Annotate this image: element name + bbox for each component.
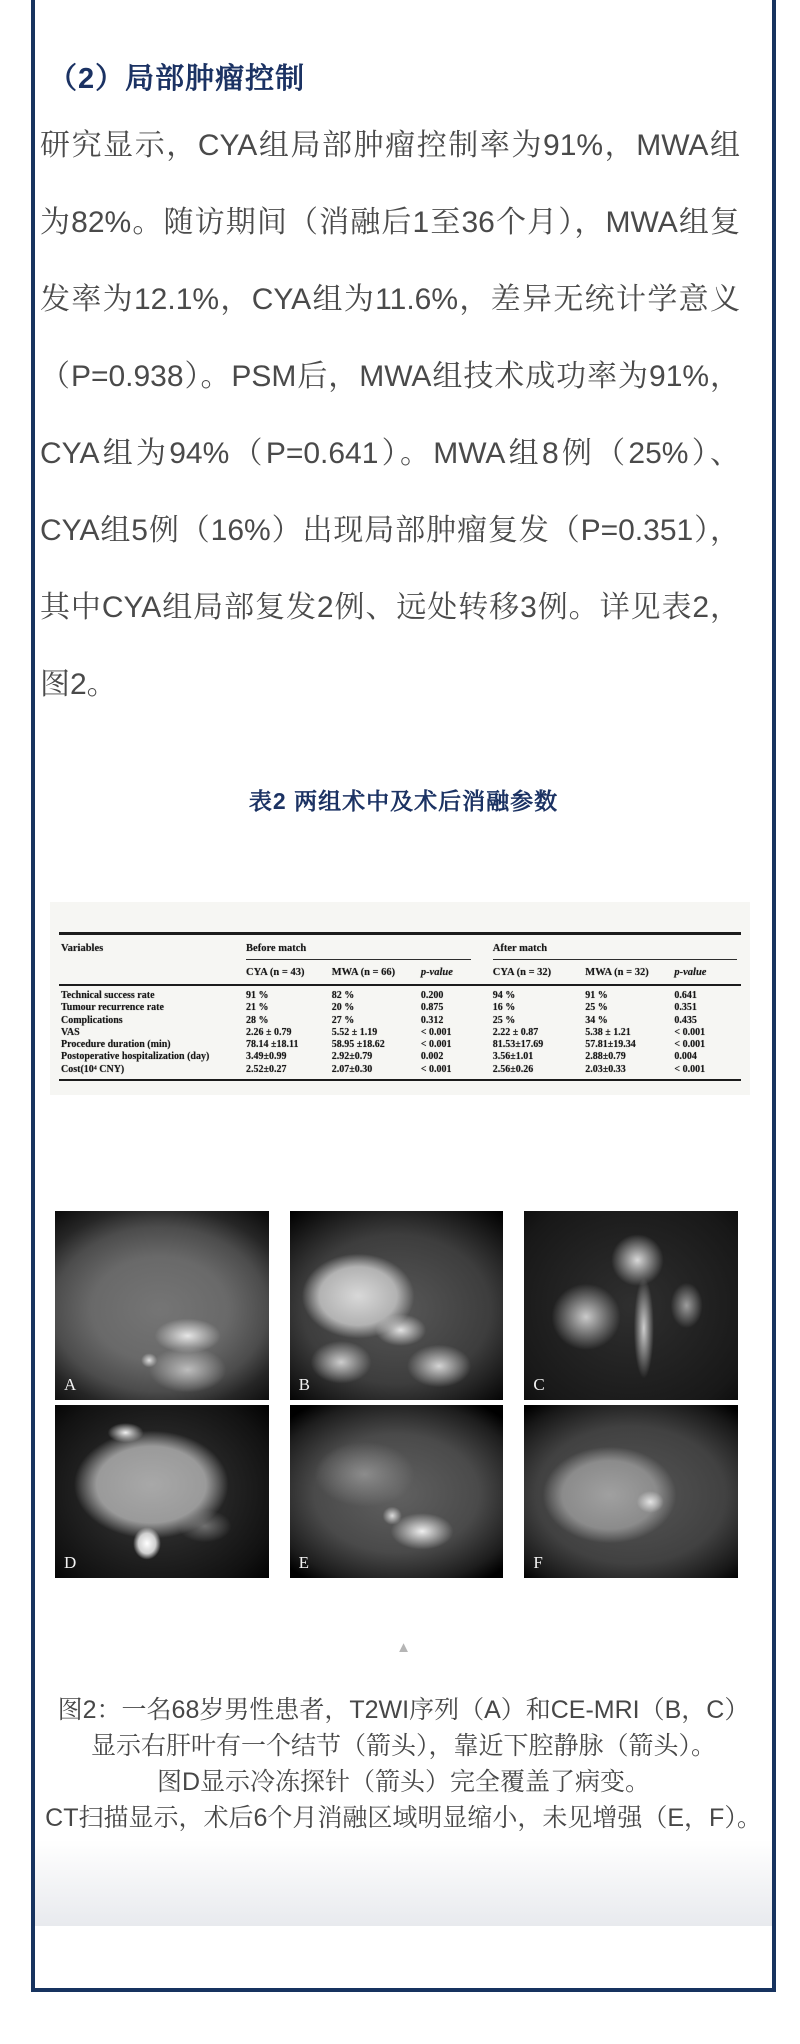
table-cell: < 0.001 xyxy=(419,1064,491,1080)
table-row xyxy=(59,1027,741,1039)
table-cell: 16 % xyxy=(492,1002,516,1014)
table-cell: 0.875 xyxy=(420,1002,444,1014)
caption-line: 图2：一名68岁男性患者，T2WI序列（A）和CE-MRI（B，C） xyxy=(57,1696,750,1725)
table-row xyxy=(59,1051,741,1063)
scan-panel-e xyxy=(290,1405,504,1578)
row-label: Postoperative hospitalization (day) xyxy=(61,1051,210,1063)
group-after-label: After match xyxy=(493,937,737,960)
table-cell: 2.22 ± 0.87 xyxy=(492,1026,539,1038)
table-cell: 0.004 xyxy=(674,1051,697,1063)
table-cell: 25 % xyxy=(492,1014,516,1026)
panel-letter: F xyxy=(533,1553,543,1573)
card-bottom-fade xyxy=(35,1840,772,1926)
group-after-match xyxy=(491,934,741,963)
row-label: VAS xyxy=(61,1026,80,1038)
table-row xyxy=(59,985,741,1002)
table-cell: 58.95 ±18.62 xyxy=(331,1039,385,1051)
panel-letter: A xyxy=(64,1375,77,1395)
table-cell: 81.53±17.69 xyxy=(492,1039,544,1051)
table-cell: < 0.001 xyxy=(672,1064,741,1080)
table-cell: 91 % xyxy=(246,990,269,1001)
table-cell: 5.38 ± 1.21 xyxy=(585,1026,631,1038)
scan-panel-a xyxy=(55,1211,269,1400)
panel-letter: D xyxy=(64,1553,77,1573)
column-header: MWA (n = 66) xyxy=(330,962,419,985)
caption-line: 图D显示冷冻探针（箭头）完全覆盖了病变。 xyxy=(156,1768,651,1797)
table-cell: 2.52±0.27 xyxy=(244,1064,330,1080)
row-label: Tumour recurrence rate xyxy=(61,1002,164,1014)
panel-letter: B xyxy=(298,1375,310,1395)
table-cell: 3.49±0.99 xyxy=(246,1051,287,1063)
scan-panel-b xyxy=(290,1211,504,1400)
variables-header: Variables xyxy=(59,934,244,986)
scan-panel-c xyxy=(524,1211,738,1400)
table-row xyxy=(59,1039,741,1051)
table-cell: 0.351 xyxy=(674,1002,697,1014)
table-cell: 0.002 xyxy=(420,1051,444,1063)
table-body xyxy=(59,985,741,1080)
divider xyxy=(35,1638,772,1658)
section-heading: （2）局部肿瘤控制 xyxy=(48,63,306,95)
figure-caption xyxy=(35,1692,772,1836)
table-cell: 91 % xyxy=(585,990,608,1001)
row-label: Technical success rate xyxy=(61,990,155,1001)
table-cell: 2.07±0.30 xyxy=(330,1064,419,1080)
table-cell: 5.52 ± 1.19 xyxy=(331,1026,378,1038)
table-cell: < 0.001 xyxy=(420,1026,452,1038)
table-cell: 25 % xyxy=(585,1002,608,1014)
table-cell: 78.14 ±18.11 xyxy=(246,1039,299,1051)
column-header: CYA (n = 32) xyxy=(491,962,584,985)
row-label: Procedure duration (min) xyxy=(61,1039,171,1051)
table-cell: 28 % xyxy=(246,1014,269,1026)
table-cell: 94 % xyxy=(492,990,516,1001)
table-cell: 0.200 xyxy=(420,990,444,1001)
group-before-label: Before match xyxy=(246,937,471,960)
column-header: p-value xyxy=(672,962,741,985)
table-cell: 0.641 xyxy=(674,990,697,1001)
table-cell: < 0.001 xyxy=(674,1026,706,1038)
table-cell: 2.03±0.33 xyxy=(583,1064,672,1080)
table-group-row xyxy=(59,934,741,963)
panel-letter: E xyxy=(298,1553,310,1573)
column-header: CYA (n = 43) xyxy=(244,962,330,985)
table-cell: 20 % xyxy=(331,1002,355,1014)
body-paragraph: 研究显示，CYA组局部肿瘤控制率为91%，MWA组为82%。随访期间（消融后1至36个月），MWA组复发率为12.1%，CYA组为11.6%，差异无统计学意义（P=0.938）。PSM后，MWA组技术成功率为91%，CYA组为94%（P=0.641）。MWA组8例（25%）、CYA组5例（16%）出现局部肿瘤复发（P=0.351），其中CYA组局部复发2例、远处转移3例。详见表2，图2。 xyxy=(40,129,740,701)
page-card-frame xyxy=(31,0,776,1992)
results-table xyxy=(59,932,741,1081)
table-cell: 82 % xyxy=(331,990,355,1001)
table-cell: 2.26 ± 0.79 xyxy=(246,1026,292,1038)
table2-scan-image xyxy=(50,902,750,1095)
table-cell: 34 % xyxy=(585,1014,608,1026)
table-cell: 3.56±1.01 xyxy=(492,1051,534,1063)
column-header: p-value xyxy=(419,962,491,985)
row-label: Complications xyxy=(61,1014,123,1026)
caption-line: 显示右肝叶有一个结节（箭头），靠近下腔静脉（箭头）。 xyxy=(90,1732,716,1761)
panel-letter: C xyxy=(533,1375,545,1395)
table-cell: < 0.001 xyxy=(420,1039,452,1051)
scan-panel-f xyxy=(524,1405,738,1578)
table-cell: 2.56±0.26 xyxy=(491,1064,584,1080)
table-cell: 0.435 xyxy=(674,1014,697,1026)
table-cell: 2.88±0.79 xyxy=(585,1051,626,1063)
table-cell: 27 % xyxy=(331,1014,355,1026)
table-row xyxy=(59,1015,741,1027)
table-cell: < 0.001 xyxy=(674,1039,706,1051)
table-row xyxy=(59,1002,741,1014)
scan-panel-d xyxy=(55,1405,269,1578)
table-row xyxy=(59,1064,741,1080)
collapse-arrow-icon: ▲ xyxy=(396,1639,411,1657)
group-before-match xyxy=(244,934,491,963)
table-title: 表2 两组术中及术后消融参数 xyxy=(248,788,559,814)
row-label: Cost(10⁴ CNY) xyxy=(59,1064,244,1080)
caption-line: CT扫描显示，术后6个月消融区域明显缩小，未见增强（E，F）。 xyxy=(45,1804,762,1833)
page-content xyxy=(35,56,772,2044)
table-cell: 2.92±0.79 xyxy=(331,1051,373,1063)
figure-grid xyxy=(55,1211,738,1578)
column-header: MWA (n = 32) xyxy=(583,962,672,985)
table-cell: 0.312 xyxy=(420,1014,444,1026)
table-cell: 21 % xyxy=(246,1002,269,1014)
table-cell: 57.81±19.34 xyxy=(585,1039,636,1051)
